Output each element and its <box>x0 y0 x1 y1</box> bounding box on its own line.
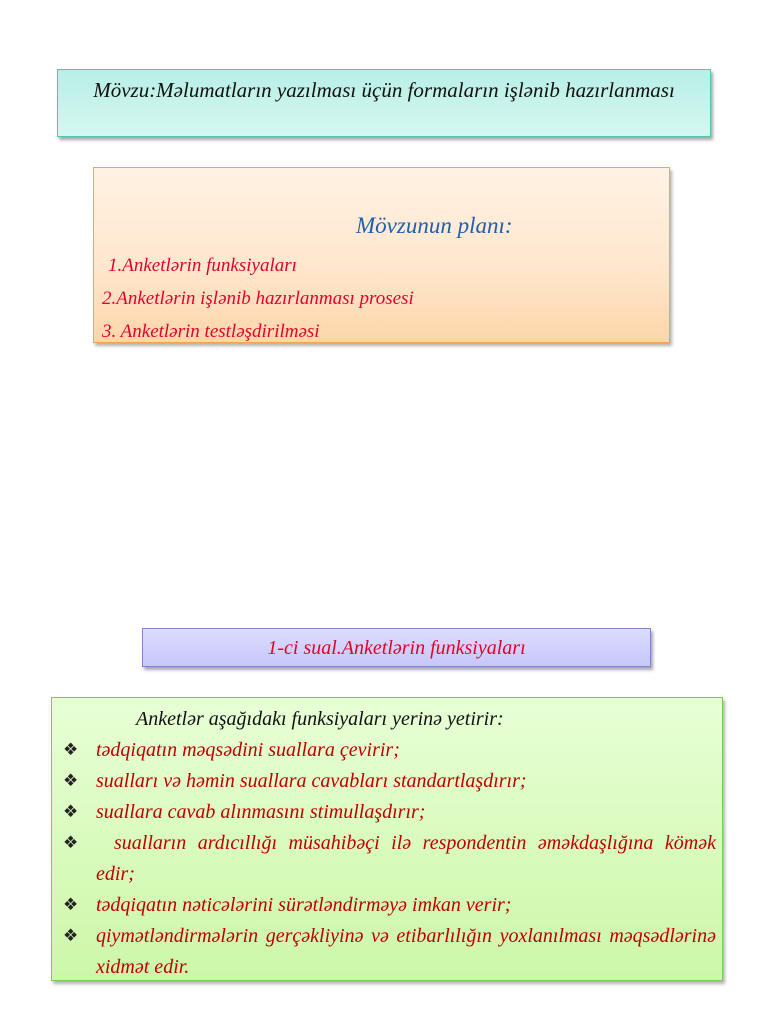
list-item-text: qiymətləndirmələrin gerçəkliyinə və etibarlılığın yoxlanılması məqsədlərinə xidmət edir. <box>96 925 716 978</box>
diamond-bullet-icon: ❖ <box>63 895 79 914</box>
list-item <box>52 921 716 983</box>
list-item <box>52 797 716 828</box>
plan-item: 3. Anketlərin testləşdirilməsi <box>102 321 320 342</box>
diamond-bullet-icon: ❖ <box>63 740 79 759</box>
functions-list <box>52 735 716 983</box>
list-item-text: tədqiqatın məqsədini suallara çevirir; <box>96 739 400 761</box>
functions-box <box>51 697 723 981</box>
list-item-text: sualların ardıcıllığı müsahibəçi ilə respondentin əməkdaşlığına kömək edir; <box>96 832 716 885</box>
topic-title: Mövzu:Məlumatların yazılması üçün formaların işlənib hazırlanması <box>93 78 675 102</box>
topic-title-box <box>57 69 711 137</box>
plan-item: 1.Anketlərin funksiyaları <box>108 255 297 276</box>
list-item-text: suallara cavab alınmasını stimullaşdırır; <box>96 801 426 823</box>
diamond-bullet-icon: ❖ <box>63 802 79 821</box>
list-item <box>52 735 716 766</box>
list-item <box>52 828 716 890</box>
topic-plan-box <box>93 167 670 343</box>
list-item <box>52 766 716 797</box>
diamond-bullet-icon: ❖ <box>63 833 79 852</box>
question-title-box <box>142 628 651 667</box>
plan-heading: Mövzunun planı: <box>356 213 513 238</box>
functions-intro: Anketlər aşağıdakı funksiyaları yerinə yetirir: <box>136 708 504 730</box>
plan-item: 2.Anketlərin işlənib hazırlanması prosesi <box>102 288 414 309</box>
diamond-bullet-icon: ❖ <box>63 926 79 945</box>
question-title: 1-ci sual.Anketlərin funksiyaları <box>267 637 526 659</box>
list-item-text: sualları və həmin suallara cavabları standartlaşdırır; <box>96 770 527 792</box>
list-item-text: tədqiqatın nəticələrini sürətləndirməyə imkan verir; <box>96 894 512 916</box>
list-item <box>52 890 716 921</box>
diamond-bullet-icon: ❖ <box>63 771 79 790</box>
